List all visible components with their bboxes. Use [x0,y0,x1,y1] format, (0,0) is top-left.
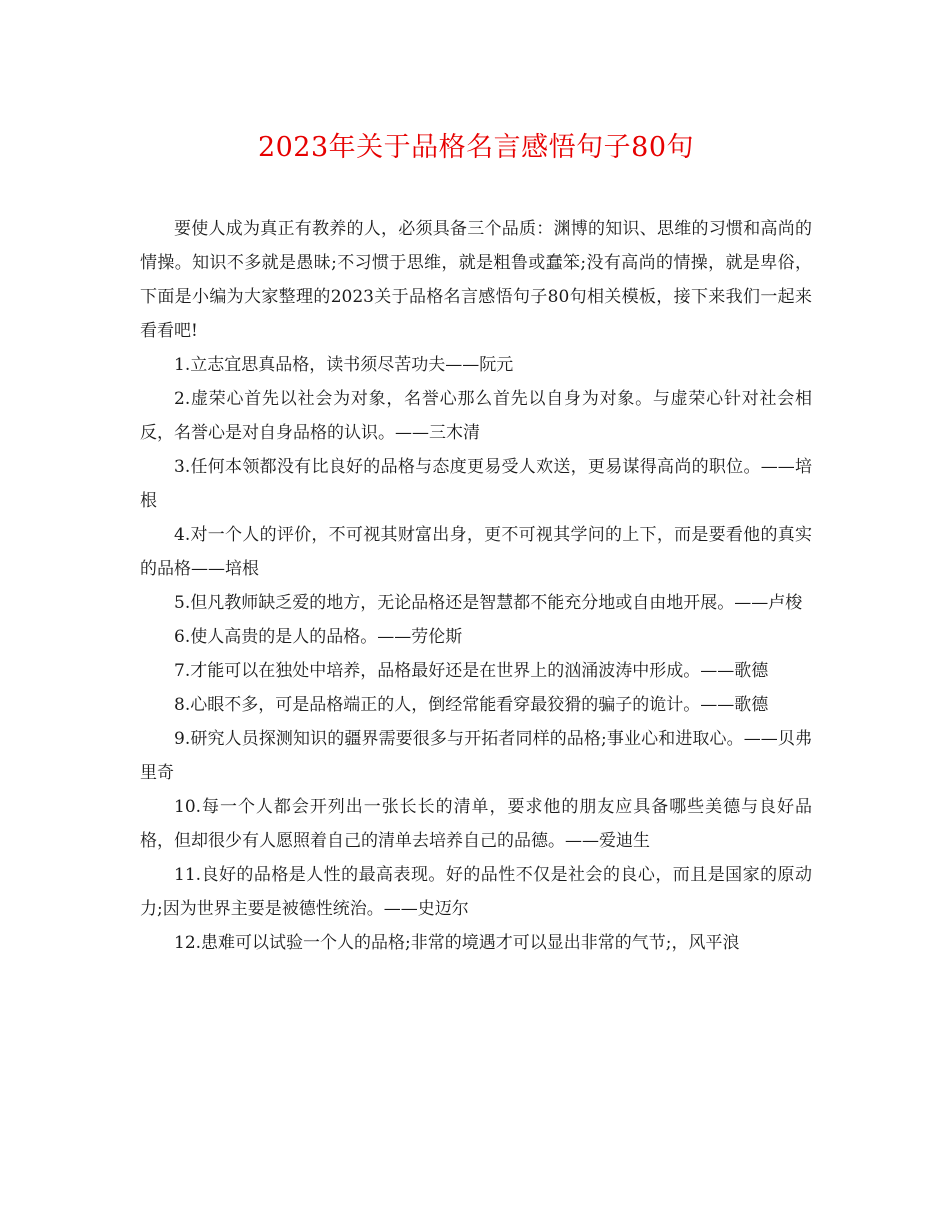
document-page [140,126,812,960]
quote-11: 11.良好的品格是人性的最高表现。好的品性不仅是社会的良心，而且是国家的原动力;因为世界主要是被德性统治。——史迈尔 [140,865,812,919]
quote-10: 10.每一个人都会开列出一张长长的清单，要求他的朋友应具备哪些美德与良好品格，但却很少有人愿照着自己的清单去培养自己的品德。——爱迪生 [140,797,812,851]
quote-7: 7.才能可以在独处中培养，品格最好还是在世界上的汹涌波涛中形成。——歌德 [174,661,769,681]
quote-2: 2.虚荣心首先以社会为对象，名誉心那么首先以自身为对象。与虚荣心针对社会相反，名誉心是对自身品格的认识。——三木清 [140,389,812,443]
quote-8: 8.心眼不多，可是品格端正的人，倒经常能看穿最狡猾的骗子的诡计。——歌德 [174,695,769,715]
quote-3: 3.任何本领都没有比良好的品格与态度更易受人欢送，更易谋得高尚的职位。——培根 [140,457,812,511]
quote-1: 1.立志宜思真品格，读书须尽苦功夫——阮元 [174,355,514,375]
intro-paragraph: 要使人成为真正有教养的人，必须具备三个品质：渊博的知识、思维的习惯和高尚的情操。知识不多就是愚昧;不习惯于思维，就是粗鲁或蠢笨;没有高尚的情操，就是卑俗，下面是小编为大家整理的2023关于品格名言感悟句子80句相关模板，接下来我们一起来看看吧! [140,219,812,341]
quote-5: 5.但凡教师缺乏爱的地方，无论品格还是智慧都不能充分地或自由地开展。——卢梭 [174,593,803,613]
document-title: 2023年关于品格名言感悟句子80句 [257,132,695,163]
quote-12: 12.患难可以试验一个人的品格;非常的境遇才可以显出非常的气节;，风平浪 [174,933,740,953]
quote-9: 9.研究人员探测知识的疆界需要很多与开拓者同样的品格;事业心和进取心。——贝弗里奇 [140,729,812,783]
quote-4: 4.对一个人的评价，不可视其财富出身，更不可视其学问的上下，而是要看他的真实的品格——培根 [140,525,812,579]
quote-6: 6.使人高贵的是人的品格。——劳伦斯 [174,627,463,647]
